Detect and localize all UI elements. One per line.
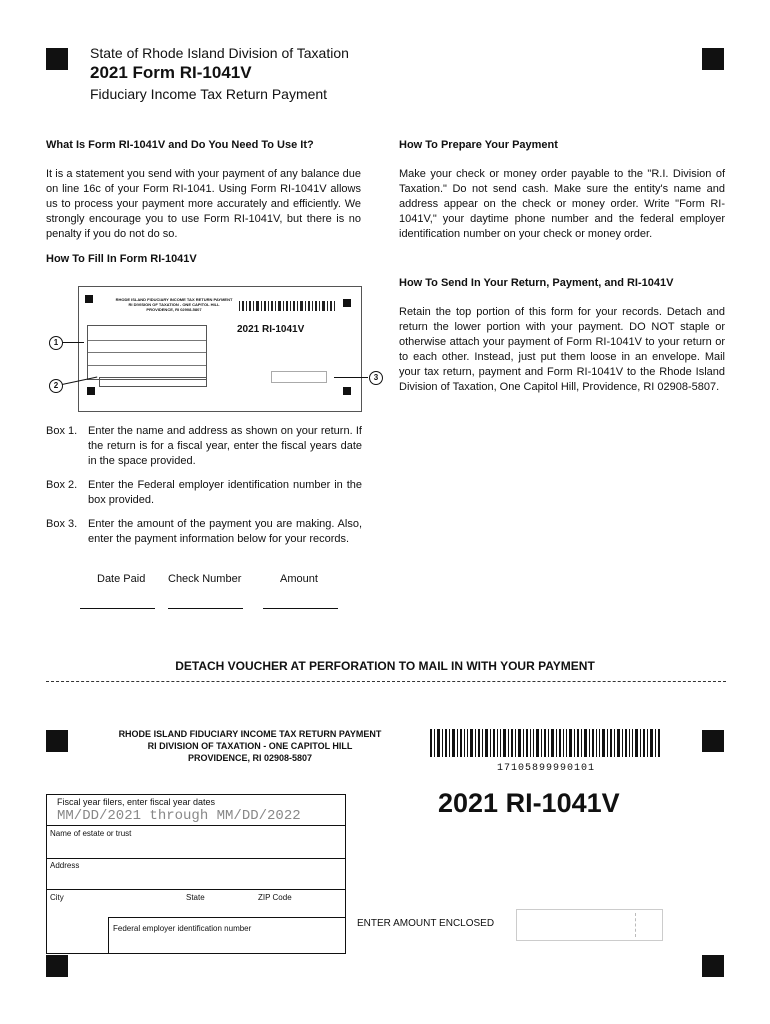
registration-mark: [46, 48, 68, 70]
registration-mark: [702, 48, 724, 70]
mini-address: RHODE ISLAND FIDUCIARY INCOME TAX RETURN PAYMENT RI DIVISION OF TAXATION - ONE CAPITOL HILL PROVIDENCE, RI 02908-5807: [115, 297, 233, 312]
mini-barcode: [239, 301, 335, 311]
box3-label: Box 3.: [46, 518, 78, 530]
registration-mark: [46, 955, 68, 977]
voucher-illustration: [78, 286, 362, 412]
mini-amount-box: [271, 371, 327, 383]
date-paid-line[interactable]: [80, 608, 155, 609]
registration-mark: [87, 387, 95, 395]
name-label: Name of estate or trust: [50, 829, 132, 838]
amount-enclosed-field[interactable]: [516, 909, 663, 941]
callout-1-arrow: [62, 342, 84, 343]
barcode-number: 17105899990101: [496, 763, 595, 774]
barcode: [430, 729, 662, 757]
send-body: Retain the top portion of this form for your records. Detach and return the lower portion with your payment. DO NOT staple or otherwise attach your payment of Form RI-1041V to your return or to each other. Instead, just put them loose in an envelope. Mail your tax return, payment and Form RI-1041V to the Rhode Island Division of Taxation, One Capitol Hill, Providence, RI 02908-5807.: [399, 306, 725, 393]
fill-heading: How To Fill In Form RI-1041V: [46, 253, 197, 265]
what-body: It is a statement you send with your payment of any balance due on line 16c of your Form RI-1041. Using Form RI-1041V allows us to process your payment more accurately and efficiently. We strongly encourage you to use Form RI-1041V, but there is no penalty if you do not do so.: [46, 168, 361, 240]
mini-fein-box: [99, 377, 207, 387]
voucher-address: [100, 728, 400, 764]
agency-name: State of Rhode Island Division of Taxation: [90, 45, 349, 61]
perforation-line: [46, 681, 726, 682]
city-label: City: [50, 893, 64, 902]
voucher-form-number: 2021 RI-1041V: [438, 788, 620, 818]
callout-1: 1: [49, 336, 63, 350]
registration-mark: [702, 730, 724, 752]
what-heading: What Is Form RI-1041V and Do You Need To Use It?: [46, 139, 314, 151]
state-label: State: [186, 893, 205, 902]
check-number-line[interactable]: [168, 608, 243, 609]
registration-mark: [343, 387, 351, 395]
voucher-address-line1: RHODE ISLAND FIDUCIARY INCOME TAX RETURN PAYMENT: [118, 729, 382, 739]
registration-mark: [702, 955, 724, 977]
callout-3-arrow: [334, 377, 368, 378]
registration-mark: [85, 295, 93, 303]
date-paid-label: Date Paid: [97, 573, 146, 585]
fiscal-year-box[interactable]: [46, 794, 346, 826]
mini-form-title: 2021 RI-1041V: [237, 324, 305, 335]
name-field-line[interactable]: [47, 858, 345, 859]
registration-mark: [46, 730, 68, 752]
address-field-line[interactable]: [47, 889, 345, 890]
check-number-label: Check Number: [168, 573, 242, 585]
fein-label: Federal employer identification number: [113, 924, 252, 933]
box3-text: Enter the amount of the payment you are making. Also, enter the payment information below for your records.: [88, 518, 362, 545]
callout-3: 3: [369, 371, 383, 385]
fiscal-year-label: Fiscal year filers, enter fiscal year dates: [57, 797, 216, 807]
voucher-address-line3: PROVIDENCE, RI 02908-5807: [187, 753, 313, 763]
box2-instruction: [46, 478, 362, 508]
detach-instruction: DETACH VOUCHER AT PERFORATION TO MAIL IN WITH YOUR PAYMENT: [175, 659, 595, 673]
cents-divider: [635, 913, 636, 937]
callout-2: 2: [49, 379, 63, 393]
fiscal-year-field[interactable]: MM/DD/2021 through MM/DD/2022: [57, 808, 301, 824]
prepare-heading: How To Prepare Your Payment: [399, 139, 558, 151]
form-subtitle: Fiduciary Income Tax Return Payment: [90, 86, 328, 102]
amount-enclosed-label: ENTER AMOUNT ENCLOSED: [357, 918, 495, 929]
fein-field[interactable]: [108, 917, 345, 954]
mini-name-box: [87, 325, 207, 380]
prepare-body: Make your check or money order payable to the "R.I. Division of Taxation." Do not send cash. Make sure the entity's name and address appear on the check or money order. Write "Form RI-1041V," your daytime phone number and the federal employer identification number on your check or money order.: [399, 168, 725, 240]
registration-mark: [343, 299, 351, 307]
amount-line[interactable]: [263, 608, 338, 609]
form-title: 2021 Form RI-1041V: [90, 63, 252, 82]
amount-label: Amount: [280, 573, 318, 585]
box1-instruction: [46, 424, 362, 469]
box1-text: Enter the name and address as shown on your return. If the return is for a fiscal year, enter the fiscal years date in the space provided.: [88, 425, 362, 467]
zip-label: ZIP Code: [258, 893, 292, 902]
box2-text: Enter the Federal employer identification number in the box provided.: [88, 479, 362, 506]
box1-label: Box 1.: [46, 425, 78, 437]
voucher-address-line2: RI DIVISION OF TAXATION - ONE CAPITOL HILL: [147, 741, 353, 751]
send-heading: How To Send In Your Return, Payment, and RI-1041V: [399, 277, 674, 289]
address-label: Address: [50, 861, 80, 870]
box3-instruction: [46, 517, 362, 562]
box2-label: Box 2.: [46, 479, 78, 491]
